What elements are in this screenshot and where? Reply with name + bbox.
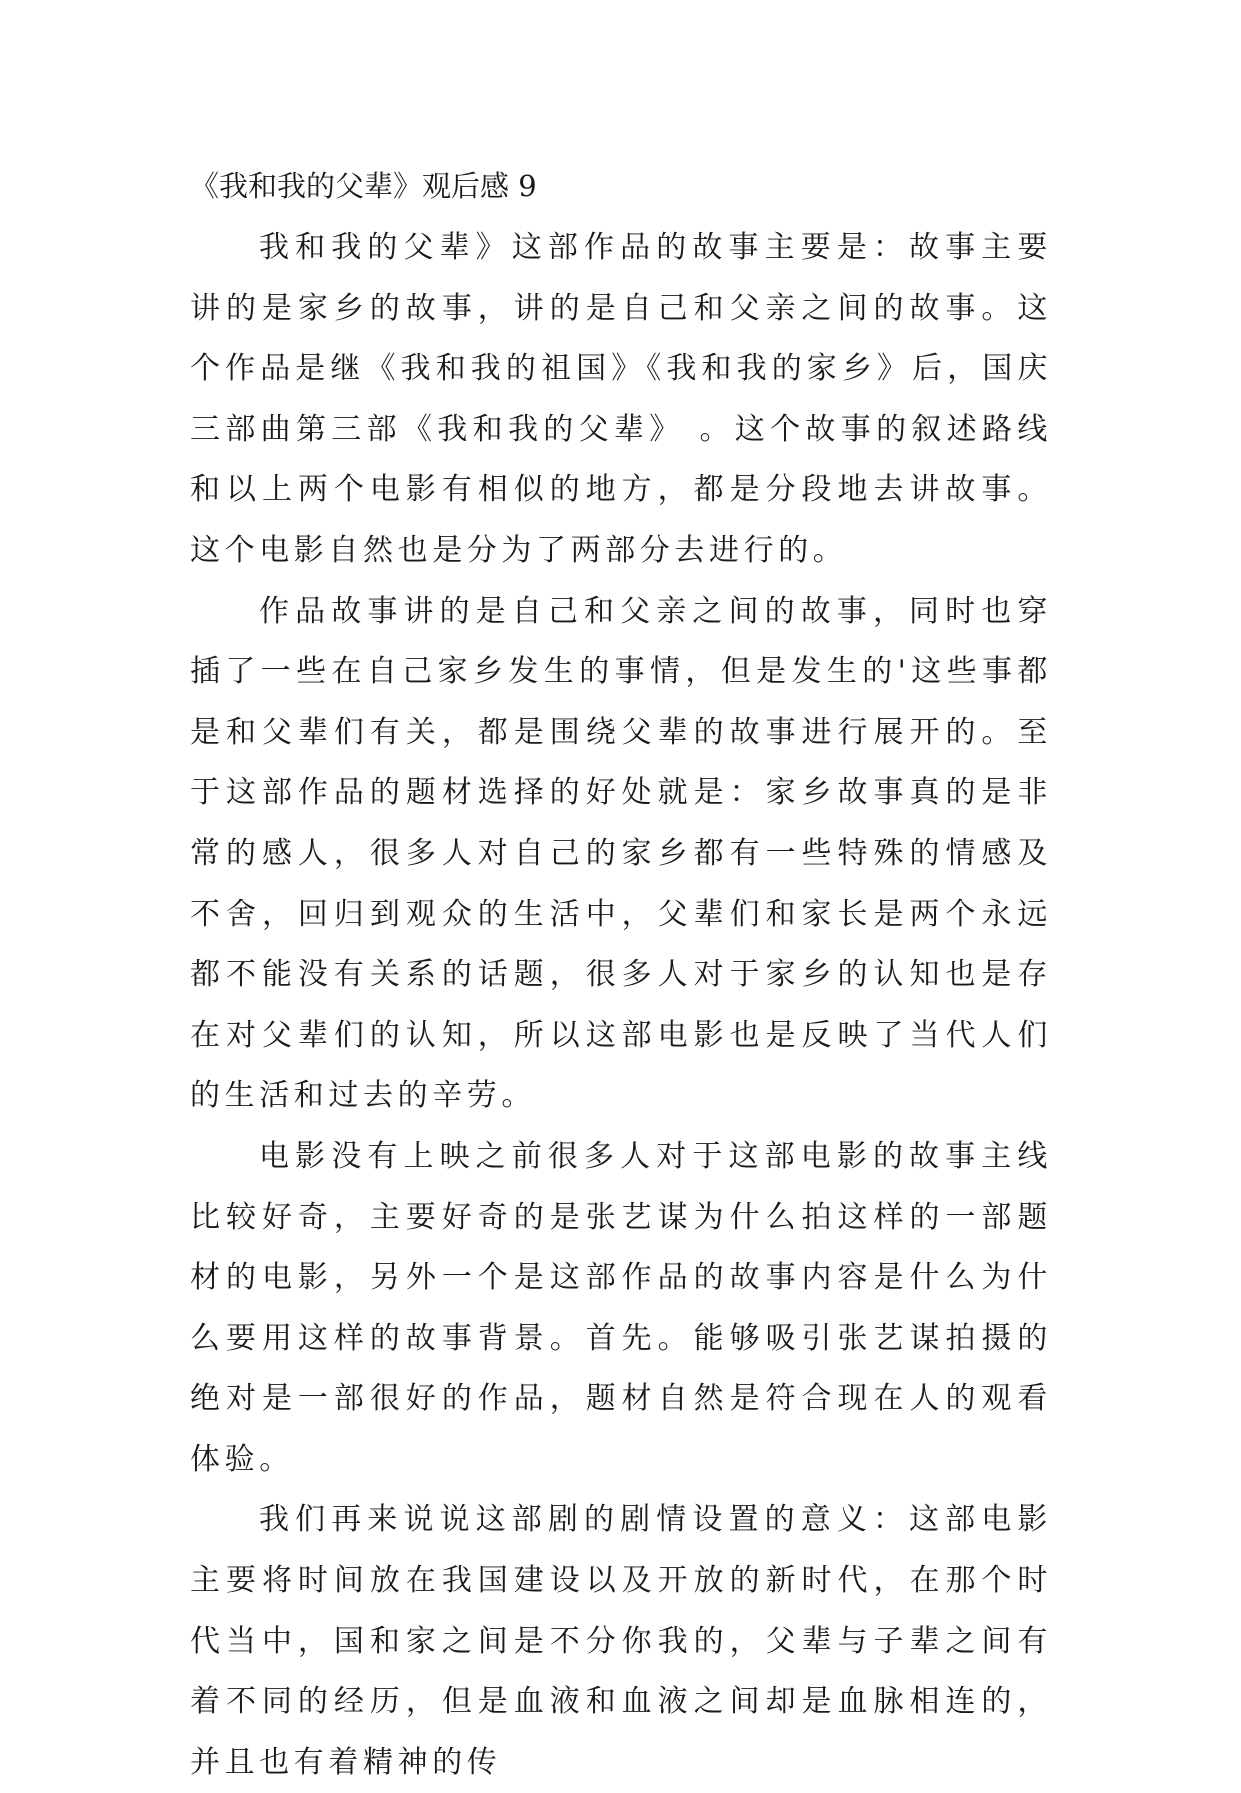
body-paragraph-4: 我们再来说说这部剧的剧情设置的意义：这部电影主要将时间放在我国建设以及开放的新时代，在那个时代当中，国和家之间是不分你我的，父辈与子辈之间有着不同的经历，但是血液和血液之间却是血脉相连的，并且也有着精神的传 bbox=[190, 1502, 1052, 1780]
body-paragraph-2: 作品故事讲的是自己和父亲之间的故事，同时也穿插了一些在自己家乡发生的事情，但是发生的'这些事都是和父辈们有关，都是围绕父辈的故事进行展开的。至于这部作品的题材选择的好处就是：家乡故事真的是非常的感人，很多人对自己的家乡都有一些特殊的情感及不舍，回归到观众的生活中，父辈们和家长是两个永远都不能没有关系的话题，很多人对于家乡的认知也是存在对父辈们的认知，所以这部电影也是反映了当代人们的生活和过去的辛劳。 bbox=[190, 593, 1052, 1114]
document-title: 《我和我的父辈》观后感 9 bbox=[190, 169, 537, 203]
document-body bbox=[190, 218, 1052, 1793]
body-paragraph-1: 我和我的父辈》这部作品的故事主要是：故事主要讲的是家乡的故事，讲的是自己和父亲之间的故事。这个作品是继《我和我的祖国》《我和我的家乡》后，国庆三部曲第三部《我和我的父辈》 。这个故事的叙述路线和以上两个电影有相似的地方，都是分段地去讲故事。这个电影自然也是分为了两部分去进行的。 bbox=[190, 230, 1052, 568]
body-paragraph-3: 电影没有上映之前很多人对于这部电影的故事主线比较好奇，主要好奇的是张艺谋为什么拍这样的一部题材的电影，另外一个是这部作品的故事内容是什么为什么要用这样的故事背景。首先。能够吸引张艺谋拍摄的绝对是一部很好的作品，题材自然是符合现在人的观看体验。 bbox=[190, 1138, 1052, 1477]
